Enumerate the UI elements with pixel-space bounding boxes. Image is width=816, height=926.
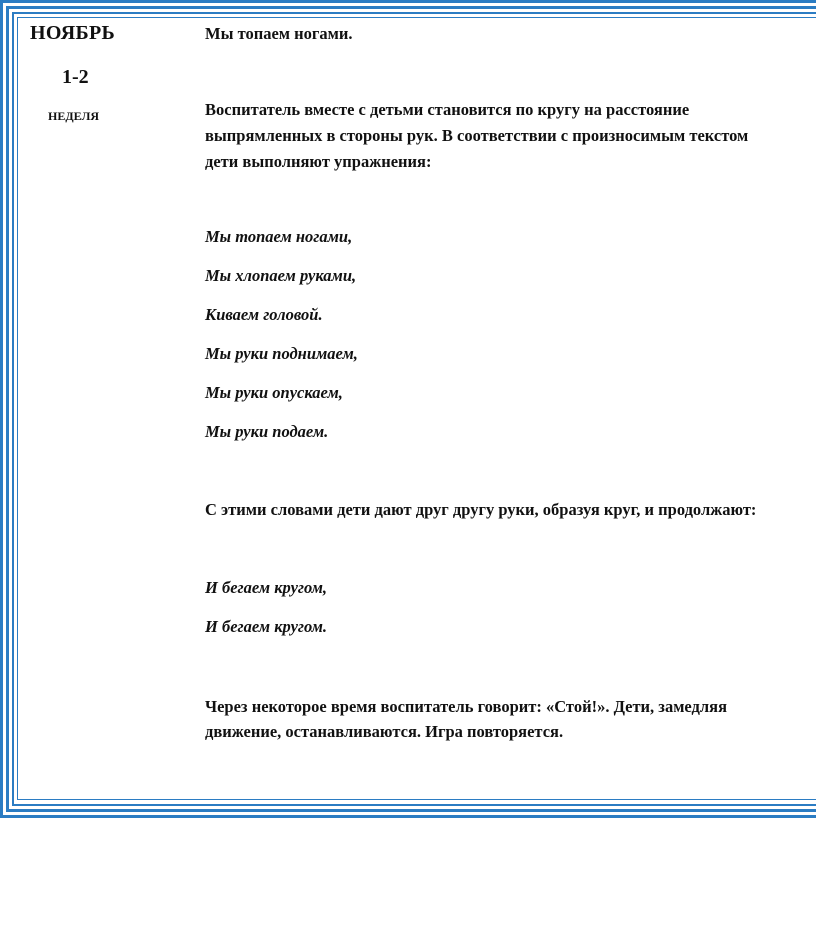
verse-line: Мы руки опускаем, xyxy=(205,383,343,402)
verse-line: Мы хлопаем руками, xyxy=(205,266,357,285)
intro-line: дети выполняют упражнения: xyxy=(205,152,432,171)
ending-line: движение, останавливаются. Игра повторяется. xyxy=(205,722,564,741)
verse-line: Мы руки поднимаем, xyxy=(205,344,358,363)
ending-line: Через некоторое время воспитатель говорит: «Стой!». Дети, замедляя xyxy=(205,697,727,716)
game-title: Мы топаем ногами. xyxy=(205,24,353,43)
intro-line: Воспитатель вместе с детьми становится по кругу на расстояние xyxy=(205,100,690,119)
middle-instruction: С этими словами дети дают друг другу руки, образуя круг, и продолжают: xyxy=(205,500,757,519)
intro-line: выпрямленных в стороны рук. В соответствии с произносимым текстом xyxy=(205,126,749,145)
week-number: 1-2 xyxy=(62,66,89,88)
week-label: НЕДЕЛЯ xyxy=(48,109,100,123)
verse-line: Киваем головой. xyxy=(205,305,323,324)
month-label: НОЯБРЬ xyxy=(30,22,116,44)
verse-line: Мы руки подаем. xyxy=(205,422,329,441)
verse-line: И бегаем кругом. xyxy=(205,617,328,636)
verse-line: Мы топаем ногами, xyxy=(205,227,353,246)
verse-line: И бегаем кругом, xyxy=(205,578,328,597)
